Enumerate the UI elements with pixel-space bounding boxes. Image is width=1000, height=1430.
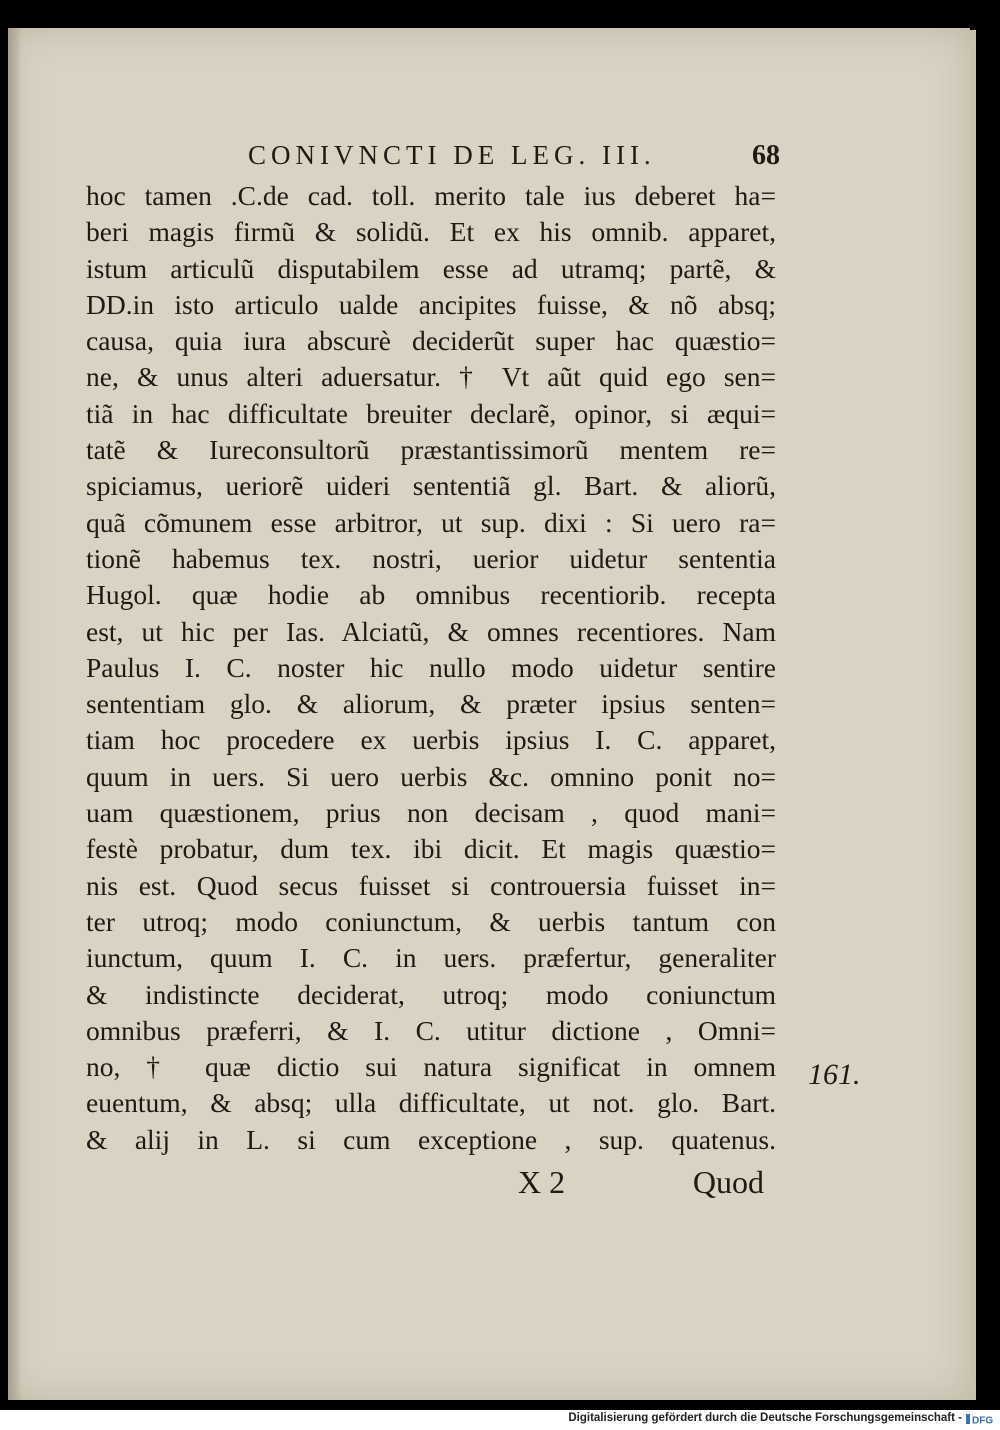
text-line: est, ut hic per Ias. Alciatũ, & omnes recentiores. Nam (86, 615, 776, 647)
text-line: quã cõmunem esse arbitror, ut sup. dixi : Si uero ra= (86, 506, 776, 538)
text-line: sententiam glo. & aliorum, & præter ipsius senten= (86, 688, 776, 720)
dfg-logo-icon (966, 1411, 996, 1427)
text-line: & indistincte deciderat, utroq; modo coniunctum (86, 978, 776, 1010)
catchword: Quod (692, 1164, 764, 1200)
text-line: tionẽ habemus tex. nostri, uerior uidetur sententia (86, 542, 776, 574)
text-line: tatẽ & Iureconsultorũ præstantissimorũ mentem re= (86, 434, 776, 466)
text-line: quum in uers. Si uero uerbis &c. omnino ponit no= (86, 760, 776, 792)
text-line: Hugol. quæ hodie ab omnibus recentiorib. recepta (86, 579, 776, 611)
running-head: CONIVNCTI DE LEG. III. (248, 140, 656, 170)
text-line: causa, quia iura abscurè deciderũt super hac quæstio= (86, 325, 776, 357)
text-line: hoc tamen .C.de cad. toll. merito tale ius deberet ha= (86, 180, 776, 211)
text-line: euentum, & absq; ulla difficultate, ut not. glo. Bart. (86, 1087, 776, 1119)
text-line: istum articulũ disputabilem esse ad utramq; partẽ, & (86, 252, 776, 284)
margin-annotation: 161. (808, 1058, 861, 1091)
page-edge (970, 30, 976, 1400)
text-line: tiã in hac difficultate breuiter declarẽ, opinor, si æqui= (86, 397, 776, 429)
funding-notice: Digitalisierung gefördert durch die Deutsche Forschungsgemeinschaft - (568, 1412, 962, 1424)
text-line: festè probatur, dum tex. ibi dicit. Et magis quæstio= (86, 833, 776, 865)
catchline (518, 1164, 764, 1201)
svg-text:DFG: DFG (972, 1415, 994, 1426)
text-line: uam quæstionem, prius non decisam , quod mani= (86, 797, 776, 829)
footer-bar (0, 1410, 1000, 1430)
signature-mark: X 2 (518, 1164, 566, 1200)
text-line: omnibus præferri, & I. C. utitur dictione , Omni= (86, 1014, 776, 1046)
text-line: beri magis firmũ & solidũ. Et ex his omnib. apparet, (86, 216, 776, 248)
folio-number: 68 (752, 140, 780, 171)
text-line: no, † quæ dictio sui natura significat in omnem (86, 1051, 776, 1083)
body-text (86, 178, 776, 1158)
text-line: ne, & unus alteri aduersatur. † Vt aũt quid ego sen= (86, 361, 776, 393)
text-line: spiciamus, ueriorẽ uideri sententiã gl. Bart. & aliorũ, (86, 470, 776, 502)
text-line: DD.in isto articulo ualde ancipites fuisse, & nõ absq; (86, 288, 776, 320)
text-line: ter utroq; modo coniunctum, & uerbis tantum con (86, 905, 776, 937)
text-line: nis est. Quod secus fuisset si controuersia fuisset in= (86, 869, 776, 901)
text-line: iunctum, quum I. C. in uers. præfertur, generaliter (86, 942, 776, 974)
text-line: & alij in L. si cum exceptione , sup. quatenus. (86, 1123, 776, 1155)
text-line: tiam hoc procedere ex uerbis ipsius I. C. apparet, (86, 724, 776, 756)
text-line: Paulus I. C. noster hic nullo modo uidetur sentire (86, 651, 776, 683)
